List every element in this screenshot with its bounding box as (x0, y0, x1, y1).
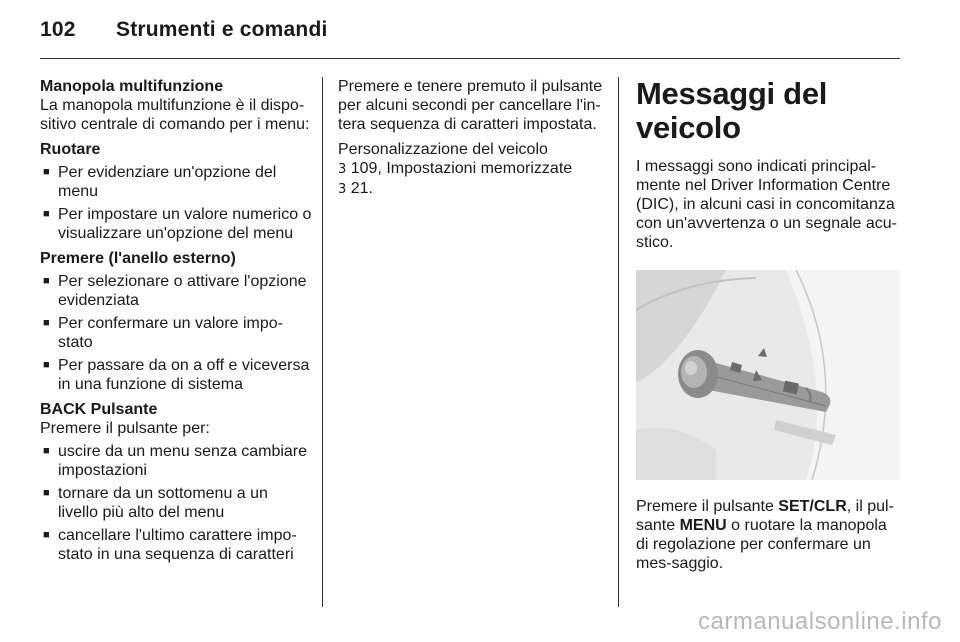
section-heading-vehicle-messages: Messaggi del veicolo (636, 76, 828, 145)
personalization-label: Personalizzazione del veicolo (338, 141, 548, 158)
list-item: ■ Per passare da on a off e viceversa in una funzione di sistema (40, 356, 312, 394)
back-intro: Premere il pulsante per: (40, 420, 210, 437)
subheading-press: Premere (l'anello esterno) (40, 250, 236, 267)
subheading-back-button: BACK Pulsante (40, 401, 158, 418)
list-item: ■ tornare da un sottomenu a un livello più alto del menu (40, 484, 312, 522)
intro-paragraph: La manopola multifunzione è il dispo-sitivo centrale di comando per i menu: (40, 97, 310, 133)
menu-label: MENU (679, 517, 727, 534)
list-item: ■ Per confermare un valore impo-stato (40, 314, 312, 352)
watermark: carmanualsonline.info (698, 608, 942, 635)
column-1 (40, 77, 312, 570)
column-2 (338, 77, 604, 199)
subheading-rotate: Ruotare (40, 141, 101, 158)
list-item: ■ Per selezionare o attivare l'opzione evidenziata (40, 272, 312, 310)
set-clr-label: SET/CLR (778, 498, 847, 515)
column-divider-2 (618, 77, 619, 607)
cross-reference-1[interactable] (338, 159, 604, 179)
press-list (40, 272, 312, 394)
list-item: ■ Per evidenziare un'opzione del menu (40, 163, 312, 201)
section-heading-multifunction-knob: Manopola multifunzione (40, 78, 224, 95)
list-item: ■ cancellare l'ultimo carattere impo-stato in una sequenza di caratteri (40, 526, 312, 564)
rotate-list (40, 163, 312, 243)
page-header (40, 18, 328, 42)
column-divider-1 (322, 77, 323, 607)
page-title: Strumenti e comandi (116, 18, 328, 41)
reference-text: 109, Impostazioni memorizzate (346, 160, 573, 177)
confirm-paragraph: Premere il pulsante SET/CLR, il pul-sante MENU o ruotare la manopola di regolazione per confermare un mes-saggio. (636, 498, 894, 572)
back-list (40, 442, 312, 564)
list-item: ■ uscire da un menu senza cambiare impostazioni (40, 442, 312, 480)
reference-arrow-icon: 3 (338, 162, 347, 177)
cross-reference-2[interactable] (338, 179, 604, 199)
column-3 (636, 77, 902, 579)
list-item: ■ Per impostare un valore numerico o visualizzare un'opzione del menu (40, 205, 312, 243)
reference-text: 21. (346, 180, 373, 197)
page-number: 102 (40, 18, 76, 41)
stalk-illustration (636, 270, 900, 480)
paragraph-hold-button: Premere e tenere premuto il pulsante per alcuni secondi per cancellare l'in-tera sequenza di caratteri impostata. (338, 78, 603, 133)
reference-arrow-icon: 3 (338, 182, 347, 197)
header-rule (40, 58, 900, 59)
messages-paragraph: I messaggi sono indicati principal-mente nel Driver Information Centre (DIC), in alcuni casi in concomitanza con un'avvertenza o un segnale acu-stico. (636, 158, 898, 251)
